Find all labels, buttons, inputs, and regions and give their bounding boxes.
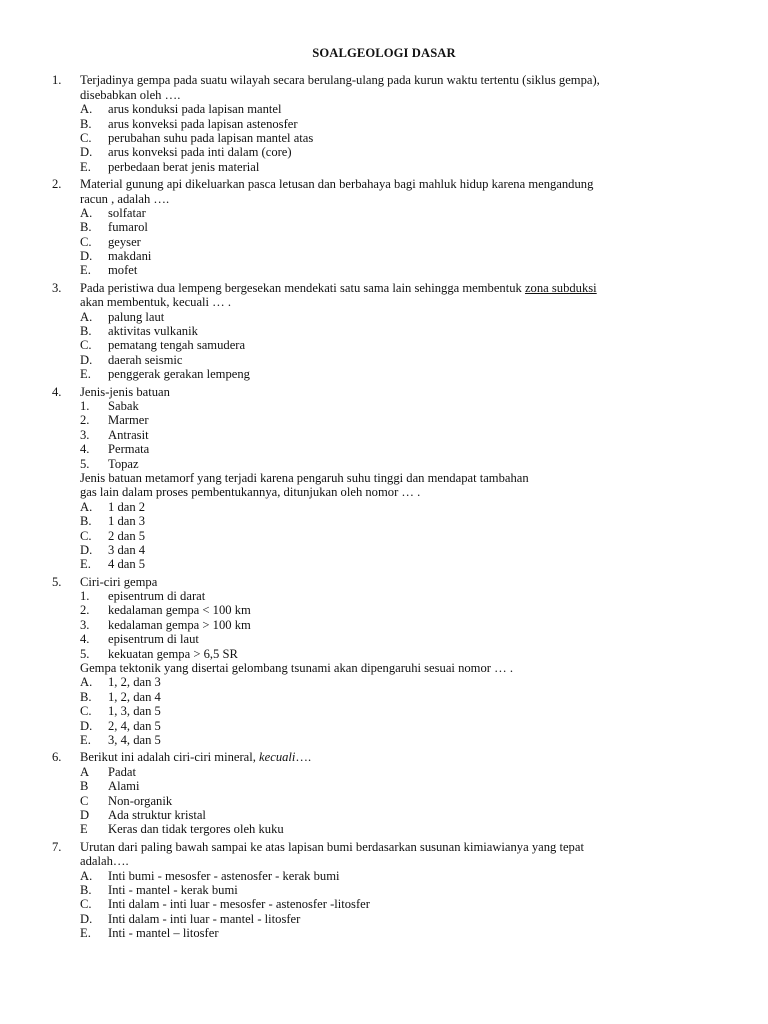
question-2 — [0, 177, 768, 278]
question-number: 6. — [52, 750, 62, 765]
item-label: 2. — [80, 603, 90, 618]
option-text: pematang tengah samudera — [108, 338, 246, 353]
item-label: 1. — [80, 399, 90, 413]
option-text: 4 dan 5 — [108, 557, 146, 572]
list-item — [0, 647, 768, 661]
item-label: 3. — [80, 617, 90, 632]
list-item — [0, 399, 768, 413]
option-text: Inti dalam - inti luar - mantel - litosfer — [108, 911, 301, 926]
option-b — [0, 324, 768, 338]
option-text: perbedaan berat jenis material — [108, 159, 260, 174]
question-number: 1. — [52, 73, 62, 88]
option-e — [0, 926, 768, 940]
question-stem-line: akan membentuk, kecuali … . — [80, 295, 232, 310]
question-number: 2. — [52, 177, 62, 192]
list-item — [0, 632, 768, 646]
item-text: kekuatan gempa > 6,5 SR — [108, 646, 238, 661]
option-d — [0, 808, 768, 822]
stem-text: …. — [295, 750, 312, 765]
option-d — [0, 353, 768, 367]
item-text: kedalaman gempa < 100 km — [108, 603, 251, 618]
item-text: episentrum di darat — [108, 589, 206, 604]
option-label: A. — [80, 499, 93, 514]
option-text: 3 dan 4 — [108, 542, 146, 557]
question-4 — [0, 385, 768, 572]
option-a — [0, 102, 768, 116]
question-stem-line: Urutan dari paling bawah sampai ke atas lapisan bumi berdasarkan susunan kimiawianya yang tepat — [80, 839, 584, 854]
option-a — [0, 869, 768, 883]
item-text: kedalaman gempa > 100 km — [108, 617, 251, 632]
item-label: 5. — [80, 646, 90, 661]
question-stem-line — [80, 281, 597, 295]
stem-text: Berikut ini adalah ciri-ciri mineral, — [80, 750, 260, 765]
question-stem-line: Jenis-jenis batuan — [80, 384, 170, 399]
option-label: A — [80, 764, 90, 779]
option-text: Inti - mantel – litosfer — [108, 926, 219, 941]
option-a — [0, 206, 768, 220]
option-label: E. — [80, 263, 91, 278]
option-label: E. — [80, 926, 91, 941]
option-text: palung laut — [108, 309, 165, 324]
list-item — [0, 428, 768, 442]
option-e — [0, 367, 768, 381]
option-label: B. — [80, 689, 92, 704]
option-text: daerah seismic — [108, 352, 183, 367]
question-text-line: Gempa tektonik yang disertai gelombang tsunami akan dipengaruhi sesuai nomor … . — [80, 661, 513, 676]
option-text: 1, 3, dan 5 — [108, 704, 161, 719]
option-b — [0, 779, 768, 793]
option-text: mofet — [108, 263, 138, 278]
option-label: B. — [80, 324, 92, 339]
option-b — [0, 690, 768, 704]
option-text: arus konduksi pada lapisan mantel — [108, 102, 282, 117]
option-label: C. — [80, 897, 92, 912]
option-d — [0, 912, 768, 926]
option-b — [0, 514, 768, 528]
item-label: 1. — [80, 589, 90, 604]
option-e — [0, 822, 768, 836]
stem-text: Pada peristiwa dua lempeng bergesekan mendekati satu sama lain sehingga membentuk — [80, 280, 525, 295]
question-text-line: gas lain dalam proses pembentukannya, ditunjukan oleh nomor … . — [80, 485, 421, 500]
underlined-term: zona subduksi — [524, 280, 597, 295]
option-text: Keras dan tidak tergores oleh kuku — [108, 822, 284, 837]
question-stem-line: adalah…. — [80, 854, 129, 869]
option-a — [0, 765, 768, 779]
option-label: A. — [80, 868, 93, 883]
item-text: episentrum di laut — [108, 632, 199, 647]
question-7 — [0, 840, 768, 941]
question-stem-line — [80, 750, 311, 764]
list-item — [0, 442, 768, 456]
item-text: Permata — [108, 442, 150, 457]
option-text: 2 dan 5 — [108, 528, 146, 543]
question-stem-line: Ciri-ciri gempa — [80, 574, 158, 589]
list-item — [0, 413, 768, 427]
option-b — [0, 883, 768, 897]
option-text: 1, 2, dan 4 — [108, 689, 161, 704]
question-stem-line: racun , adalah …. — [80, 191, 170, 206]
option-label: A. — [80, 102, 93, 117]
question-stem-line: Terjadinya gempa pada suatu wilayah secara berulang-ulang pada kurun waktu tertentu (siklus gempa), — [80, 73, 600, 88]
option-text: 1 dan 2 — [108, 499, 146, 514]
option-label: D. — [80, 542, 93, 557]
item-label: 4. — [80, 632, 90, 647]
option-label: C. — [80, 338, 92, 353]
item-text: Topaz — [108, 456, 139, 471]
option-label: B — [80, 779, 89, 794]
option-b — [0, 220, 768, 234]
item-label: 3. — [80, 427, 90, 442]
option-label: D. — [80, 249, 93, 264]
option-d — [0, 249, 768, 263]
item-label: 4. — [80, 442, 90, 457]
option-text: arus konveksi pada lapisan astenosfer — [108, 116, 298, 131]
option-c — [0, 529, 768, 543]
option-c — [0, 794, 768, 808]
option-text: 2, 4, dan 5 — [108, 718, 161, 733]
item-text: Antrasit — [108, 427, 149, 442]
question-stem-line: Material gunung api dikeluarkan pasca letusan dan berbahaya bagi mahluk hidup karena mengandung — [80, 177, 594, 192]
option-c — [0, 235, 768, 249]
question-number: 5. — [52, 574, 62, 589]
item-text: Marmer — [108, 413, 149, 428]
question-6 — [0, 750, 768, 836]
list-item — [0, 603, 768, 617]
option-a — [0, 675, 768, 689]
item-label: 5. — [80, 456, 90, 471]
option-d — [0, 543, 768, 557]
option-a — [0, 500, 768, 514]
option-b — [0, 117, 768, 131]
option-label: A. — [80, 675, 93, 690]
option-text: Inti - mantel - kerak bumi — [108, 882, 238, 897]
question-5 — [0, 575, 768, 748]
option-a — [0, 310, 768, 324]
option-text: fumarol — [108, 220, 148, 235]
option-label: A. — [80, 205, 93, 220]
list-item — [0, 618, 768, 632]
option-label: D. — [80, 145, 93, 160]
option-label: C. — [80, 528, 92, 543]
option-label: D. — [80, 718, 93, 733]
question-1 — [0, 73, 768, 174]
option-c — [0, 131, 768, 145]
italic-term: kecuali — [259, 750, 296, 765]
option-c — [0, 704, 768, 718]
option-label: B. — [80, 220, 92, 235]
question-number: 7. — [52, 839, 62, 854]
document-title: SOALGEOLOGI DASAR — [312, 46, 456, 60]
option-label: E. — [80, 557, 91, 572]
question-number: 3. — [52, 280, 62, 295]
option-label: E. — [80, 367, 91, 382]
option-label: B. — [80, 514, 92, 529]
option-label: D — [80, 807, 90, 822]
option-label: B. — [80, 882, 92, 897]
option-text: Non-organik — [108, 793, 173, 808]
option-label: B. — [80, 116, 92, 131]
option-text: geyser — [108, 234, 141, 249]
option-text: makdani — [108, 249, 152, 264]
item-text: Sabak — [108, 399, 139, 413]
option-label: E. — [80, 732, 91, 747]
option-text: 1 dan 3 — [108, 514, 146, 529]
option-e — [0, 557, 768, 571]
option-label: C. — [80, 130, 92, 145]
option-label: C — [80, 793, 89, 808]
list-item — [0, 589, 768, 603]
question-stem-line: disebabkan oleh …. — [80, 87, 181, 102]
option-text: aktivitas vulkanik — [108, 324, 198, 339]
option-label: E — [80, 822, 88, 837]
option-text: solfatar — [108, 205, 146, 220]
item-label: 2. — [80, 413, 90, 428]
option-label: D. — [80, 352, 93, 367]
option-text: perubahan suhu pada lapisan mantel atas — [108, 130, 314, 145]
option-text: Padat — [108, 764, 136, 779]
option-text: Ada struktur kristal — [108, 807, 206, 822]
option-text: 1, 2, dan 3 — [108, 675, 161, 690]
option-label: A. — [80, 309, 93, 324]
option-text: Alami — [108, 779, 140, 794]
option-d — [0, 719, 768, 733]
option-label: C. — [80, 704, 92, 719]
option-e — [0, 733, 768, 747]
question-text-line: Jenis batuan metamorf yang terjadi karena pengaruh suhu tinggi dan mendapat tambahan — [80, 470, 529, 485]
question-3 — [0, 281, 768, 382]
option-d — [0, 145, 768, 159]
option-text: penggerak gerakan lempeng — [108, 367, 250, 382]
option-label: D. — [80, 911, 93, 926]
option-c — [0, 897, 768, 911]
question-number: 4. — [52, 384, 62, 399]
question-list — [0, 73, 768, 940]
option-e — [0, 160, 768, 174]
option-label: C. — [80, 234, 92, 249]
option-label: E. — [80, 159, 91, 174]
option-text: Inti dalam - inti luar - mesosfer - astenosfer -litosfer — [108, 897, 370, 912]
option-text: Inti bumi - mesosfer - astenosfer - kerak bumi — [108, 868, 340, 883]
option-text: arus konveksi pada inti dalam (core) — [108, 145, 292, 160]
option-c — [0, 338, 768, 352]
option-text: 3, 4, dan 5 — [108, 732, 161, 747]
list-item — [0, 457, 768, 471]
option-e — [0, 263, 768, 277]
